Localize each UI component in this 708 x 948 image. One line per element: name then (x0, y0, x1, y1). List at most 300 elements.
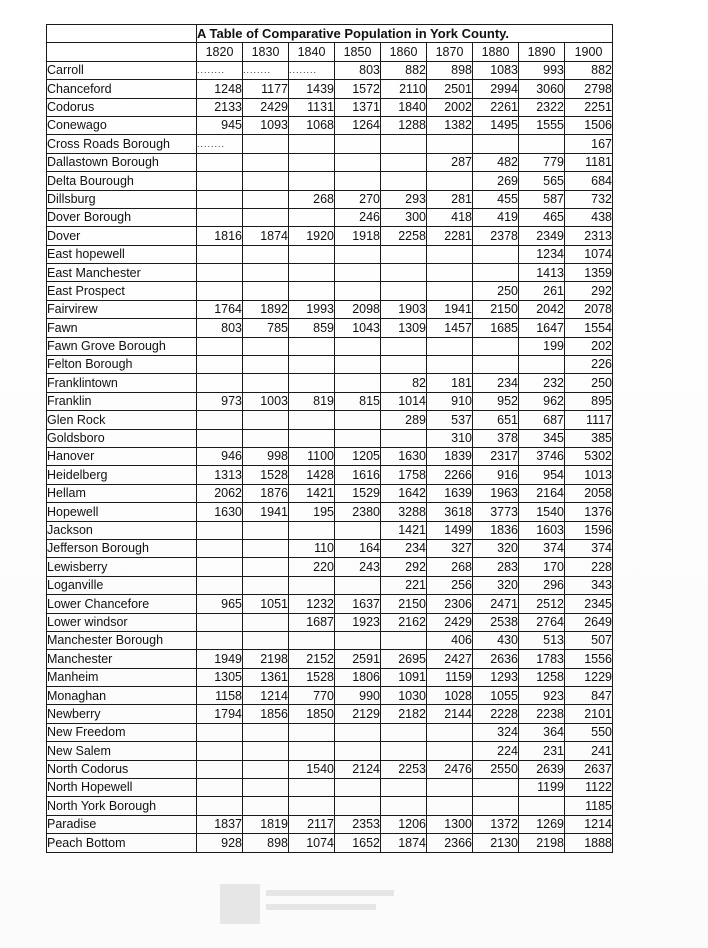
population-cell: 1540 (519, 503, 565, 521)
population-cell: 1214 (565, 815, 613, 833)
population-cell (243, 558, 289, 576)
population-cell (381, 245, 427, 263)
year-header-1830: 1830 (243, 43, 289, 61)
population-cell: 1003 (243, 392, 289, 410)
population-cell: 289 (381, 411, 427, 429)
population-cell: 1359 (565, 264, 613, 282)
population-cell (335, 521, 381, 539)
township-name: Hellam (47, 484, 197, 502)
population-cell: 324 (473, 723, 519, 741)
population-cell: 1637 (335, 595, 381, 613)
township-name: New Freedom (47, 723, 197, 741)
population-cell (289, 576, 335, 594)
table-row (47, 282, 613, 300)
table-row (47, 80, 613, 98)
population-cell: 374 (565, 539, 613, 557)
population-cell: 2130 (473, 834, 519, 852)
population-cell: 1529 (335, 484, 381, 502)
population-cell: 1264 (335, 116, 381, 134)
population-cell: 1874 (381, 834, 427, 852)
population-cell: 1091 (381, 668, 427, 686)
population-cell (289, 429, 335, 447)
table-row (47, 797, 613, 815)
population-cell: 2471 (473, 595, 519, 613)
population-cell: 226 (565, 356, 613, 374)
population-cell: 2238 (519, 705, 565, 723)
population-cell: 1199 (519, 779, 565, 797)
header-corner-cell (47, 43, 197, 61)
year-header-1900: 1900 (565, 43, 613, 61)
population-cell: 2261 (473, 98, 519, 116)
population-cell: 199 (519, 337, 565, 355)
population-cell (473, 356, 519, 374)
population-cell: 945 (197, 116, 243, 134)
population-cell: 1043 (335, 319, 381, 337)
population-cell: ........ (197, 61, 243, 79)
population-cell: 220 (289, 558, 335, 576)
population-cell: 2476 (427, 760, 473, 778)
township-name: Dillsburg (47, 190, 197, 208)
population-cell (289, 282, 335, 300)
population-cell: 1372 (473, 815, 519, 833)
population-cell (289, 723, 335, 741)
population-cell: 1837 (197, 815, 243, 833)
population-cell: 973 (197, 392, 243, 410)
population-cell (243, 539, 289, 557)
township-name: Codorus (47, 98, 197, 116)
population-cell (243, 135, 289, 153)
population-cell: 1206 (381, 815, 427, 833)
population-cell (335, 356, 381, 374)
population-cell: 895 (565, 392, 613, 410)
population-cell: 2550 (473, 760, 519, 778)
population-cell (243, 797, 289, 815)
population-cell: 419 (473, 208, 519, 226)
population-cell: 819 (289, 392, 335, 410)
population-cell: 1177 (243, 80, 289, 98)
population-cell: 651 (473, 411, 519, 429)
table-row (47, 650, 613, 668)
population-cell (427, 337, 473, 355)
population-cell: 2538 (473, 613, 519, 631)
population-cell (335, 282, 381, 300)
population-cell (197, 190, 243, 208)
population-cell: 1764 (197, 300, 243, 318)
population-cell: 910 (427, 392, 473, 410)
population-cell: 327 (427, 539, 473, 557)
year-header-1820: 1820 (197, 43, 243, 61)
population-cell (289, 208, 335, 226)
population-cell: 1839 (427, 447, 473, 465)
year-header-1850: 1850 (335, 43, 381, 61)
population-cell: 1371 (335, 98, 381, 116)
table-row (47, 264, 613, 282)
population-cell: 256 (427, 576, 473, 594)
population-cell: 224 (473, 742, 519, 760)
population-cell: 946 (197, 447, 243, 465)
population-cell: 2501 (427, 80, 473, 98)
population-cell: 1185 (565, 797, 613, 815)
population-cell: 1963 (473, 484, 519, 502)
population-cell: 962 (519, 392, 565, 410)
population-cell: 164 (335, 539, 381, 557)
population-cell (473, 337, 519, 355)
population-cell (197, 760, 243, 778)
population-cell (243, 208, 289, 226)
population-cell (335, 742, 381, 760)
population-cell (197, 521, 243, 539)
year-header-row (47, 43, 613, 61)
population-cell (519, 135, 565, 153)
population-cell (381, 742, 427, 760)
table-row (47, 337, 613, 355)
population-cell: 1554 (565, 319, 613, 337)
population-cell (427, 797, 473, 815)
population-cell (197, 245, 243, 263)
table-row (47, 613, 613, 631)
population-cell (335, 576, 381, 594)
table-row (47, 190, 613, 208)
population-cell (243, 337, 289, 355)
population-cell (243, 264, 289, 282)
population-cell: 952 (473, 392, 519, 410)
table-row (47, 153, 613, 171)
population-cell: 234 (473, 374, 519, 392)
table-row (47, 558, 613, 576)
population-cell (427, 245, 473, 263)
township-name: Hopewell (47, 503, 197, 521)
population-cell: 1122 (565, 779, 613, 797)
township-name: Lewisberry (47, 558, 197, 576)
township-name: Jackson (47, 521, 197, 539)
population-cell: 110 (289, 539, 335, 557)
table-row (47, 172, 613, 190)
population-cell: 287 (427, 153, 473, 171)
population-cell (197, 576, 243, 594)
population-cell: 2258 (381, 227, 427, 245)
population-cell: 1806 (335, 668, 381, 686)
population-cell: 406 (427, 631, 473, 649)
population-cell: 283 (473, 558, 519, 576)
population-cell: 3288 (381, 503, 427, 521)
township-name: Felton Borough (47, 356, 197, 374)
population-cell: 587 (519, 190, 565, 208)
population-cell (335, 337, 381, 355)
population-cell: 296 (519, 576, 565, 594)
population-cell: 1836 (473, 521, 519, 539)
table-row (47, 466, 613, 484)
township-name: East Manchester (47, 264, 197, 282)
population-cell: 167 (565, 135, 613, 153)
population-cell: 2266 (427, 466, 473, 484)
population-cell (197, 539, 243, 557)
township-name: Delta Bourough (47, 172, 197, 190)
population-cell: 803 (197, 319, 243, 337)
table-row (47, 98, 613, 116)
population-cell: 5302 (565, 447, 613, 465)
table-row (47, 429, 613, 447)
table-row (47, 687, 613, 705)
population-cell: 1269 (519, 815, 565, 833)
population-cell: 250 (473, 282, 519, 300)
population-cell (243, 245, 289, 263)
population-cell (381, 723, 427, 741)
population-cell: ........ (289, 61, 335, 79)
population-cell: 2349 (519, 227, 565, 245)
population-cell (289, 337, 335, 355)
township-name: Newberry (47, 705, 197, 723)
table-row (47, 815, 613, 833)
population-cell: 1630 (381, 447, 427, 465)
population-cell: 923 (519, 687, 565, 705)
population-cell: 1840 (381, 98, 427, 116)
township-name: Peach Bottom (47, 834, 197, 852)
population-cell: 1421 (381, 521, 427, 539)
population-cell: 345 (519, 429, 565, 447)
population-cell: 250 (565, 374, 613, 392)
township-name: Dover Borough (47, 208, 197, 226)
population-cell (197, 264, 243, 282)
township-name: Dover (47, 227, 197, 245)
population-cell: 378 (473, 429, 519, 447)
population-cell (427, 135, 473, 153)
population-cell: 2345 (565, 595, 613, 613)
table-row (47, 668, 613, 686)
population-cell: 82 (381, 374, 427, 392)
population-cell: 1856 (243, 705, 289, 723)
population-cell (381, 172, 427, 190)
population-cell: 268 (427, 558, 473, 576)
population-cell: 2427 (427, 650, 473, 668)
population-cell (197, 613, 243, 631)
population-cell (289, 521, 335, 539)
table-body (47, 61, 613, 852)
population-cell: 2133 (197, 98, 243, 116)
population-cell: 1941 (427, 300, 473, 318)
table-row (47, 503, 613, 521)
township-name: Goldsboro (47, 429, 197, 447)
population-cell (289, 779, 335, 797)
population-cell (427, 172, 473, 190)
population-cell (243, 282, 289, 300)
population-cell (243, 576, 289, 594)
table-row (47, 705, 613, 723)
township-name: Fawn (47, 319, 197, 337)
population-cell: 1428 (289, 466, 335, 484)
population-cell: 1083 (473, 61, 519, 79)
township-name: Manchester Borough (47, 631, 197, 649)
table-row (47, 319, 613, 337)
population-cell: 928 (197, 834, 243, 852)
population-cell (519, 797, 565, 815)
population-cell: 785 (243, 319, 289, 337)
population-cell: 2098 (335, 300, 381, 318)
population-cell (243, 356, 289, 374)
population-cell: 1382 (427, 116, 473, 134)
table-row (47, 447, 613, 465)
population-cell: 2378 (473, 227, 519, 245)
population-cell (335, 153, 381, 171)
population-cell (197, 172, 243, 190)
population-cell: 2164 (519, 484, 565, 502)
population-cell (197, 153, 243, 171)
population-cell (335, 631, 381, 649)
population-cell: 1117 (565, 411, 613, 429)
population-cell: 3746 (519, 447, 565, 465)
population-cell: 2228 (473, 705, 519, 723)
population-cell: 269 (473, 172, 519, 190)
population-cell: 243 (335, 558, 381, 576)
population-cell: 2639 (519, 760, 565, 778)
population-cell: 998 (243, 447, 289, 465)
population-cell: ........ (197, 135, 243, 153)
population-cell: 268 (289, 190, 335, 208)
population-cell (381, 779, 427, 797)
population-cell (473, 779, 519, 797)
table-row (47, 208, 613, 226)
table-row (47, 723, 613, 741)
population-cell (335, 264, 381, 282)
table-row (47, 834, 613, 852)
population-cell: 1293 (473, 668, 519, 686)
year-header-1890: 1890 (519, 43, 565, 61)
population-cell: 1647 (519, 319, 565, 337)
population-cell (197, 429, 243, 447)
population-cell (381, 264, 427, 282)
township-name: East Prospect (47, 282, 197, 300)
township-name: Paradise (47, 815, 197, 833)
population-cell (243, 172, 289, 190)
population-cell: 3773 (473, 503, 519, 521)
population-cell (335, 723, 381, 741)
population-cell: 1495 (473, 116, 519, 134)
township-name: Cross Roads Borough (47, 135, 197, 153)
population-cell: 507 (565, 631, 613, 649)
population-cell: 2649 (565, 613, 613, 631)
population-cell: 1616 (335, 466, 381, 484)
watermark-logo (218, 880, 398, 930)
population-cell: 1903 (381, 300, 427, 318)
population-cell: 2695 (381, 650, 427, 668)
population-cell: 1234 (519, 245, 565, 263)
population-cell: 293 (381, 190, 427, 208)
population-cell: 898 (427, 61, 473, 79)
population-cell (427, 742, 473, 760)
population-cell: 2253 (381, 760, 427, 778)
population-cell (335, 172, 381, 190)
population-cell: 2322 (519, 98, 565, 116)
township-name: Manchester (47, 650, 197, 668)
population-cell: 270 (335, 190, 381, 208)
population-cell: 1439 (289, 80, 335, 98)
township-name: Franklintown (47, 374, 197, 392)
population-cell: 815 (335, 392, 381, 410)
population-cell (243, 374, 289, 392)
population-cell: 1051 (243, 595, 289, 613)
population-cell: 3060 (519, 80, 565, 98)
population-cell (197, 558, 243, 576)
population-cell (197, 411, 243, 429)
population-cell: 232 (519, 374, 565, 392)
table-row (47, 411, 613, 429)
population-cell: 170 (519, 558, 565, 576)
table-row (47, 392, 613, 410)
population-cell: 1794 (197, 705, 243, 723)
population-cell: 565 (519, 172, 565, 190)
township-name: Fawn Grove Borough (47, 337, 197, 355)
population-cell: 455 (473, 190, 519, 208)
population-cell (197, 374, 243, 392)
population-cell: 1603 (519, 521, 565, 539)
population-cell: 2002 (427, 98, 473, 116)
population-cell (381, 153, 427, 171)
population-cell: 2062 (197, 484, 243, 502)
population-cell: 2512 (519, 595, 565, 613)
population-cell: 1528 (289, 668, 335, 686)
population-cell: 281 (427, 190, 473, 208)
population-cell: 1528 (243, 466, 289, 484)
population-cell: 374 (519, 539, 565, 557)
population-cell (243, 521, 289, 539)
population-cell: 1506 (565, 116, 613, 134)
township-name: North Codorus (47, 760, 197, 778)
population-cell (243, 190, 289, 208)
township-name: Carroll (47, 61, 197, 79)
population-cell (197, 723, 243, 741)
population-cell: 513 (519, 631, 565, 649)
population-cell: 1949 (197, 650, 243, 668)
population-cell: 1457 (427, 319, 473, 337)
population-cell: 1923 (335, 613, 381, 631)
population-cell: 1685 (473, 319, 519, 337)
population-cell: 385 (565, 429, 613, 447)
population-cell: 1131 (289, 98, 335, 116)
table-row (47, 760, 613, 778)
population-cell: 1014 (381, 392, 427, 410)
population-cell: 1421 (289, 484, 335, 502)
township-name: Manheim (47, 668, 197, 686)
township-name: Loganville (47, 576, 197, 594)
population-cell: 2117 (289, 815, 335, 833)
table-title: A Table of Comparative Population in York County. (197, 25, 613, 43)
population-cell: 320 (473, 539, 519, 557)
population-cell: 882 (381, 61, 427, 79)
population-cell: 770 (289, 687, 335, 705)
population-table (46, 24, 613, 853)
population-cell: 1819 (243, 815, 289, 833)
population-cell (473, 245, 519, 263)
population-cell: 2078 (565, 300, 613, 318)
population-cell: 1816 (197, 227, 243, 245)
population-cell: 1305 (197, 668, 243, 686)
population-cell: 2162 (381, 613, 427, 631)
population-cell: 202 (565, 337, 613, 355)
year-header-1880: 1880 (473, 43, 519, 61)
population-cell: 1639 (427, 484, 473, 502)
population-cell: 3618 (427, 503, 473, 521)
population-cell (243, 723, 289, 741)
population-cell (289, 264, 335, 282)
population-cell: 1874 (243, 227, 289, 245)
population-cell: 1556 (565, 650, 613, 668)
population-cell: 1229 (565, 668, 613, 686)
population-cell: 1100 (289, 447, 335, 465)
population-cell (335, 797, 381, 815)
population-cell: 2380 (335, 503, 381, 521)
population-cell: 2764 (519, 613, 565, 631)
population-cell: 2198 (519, 834, 565, 852)
population-cell (335, 135, 381, 153)
